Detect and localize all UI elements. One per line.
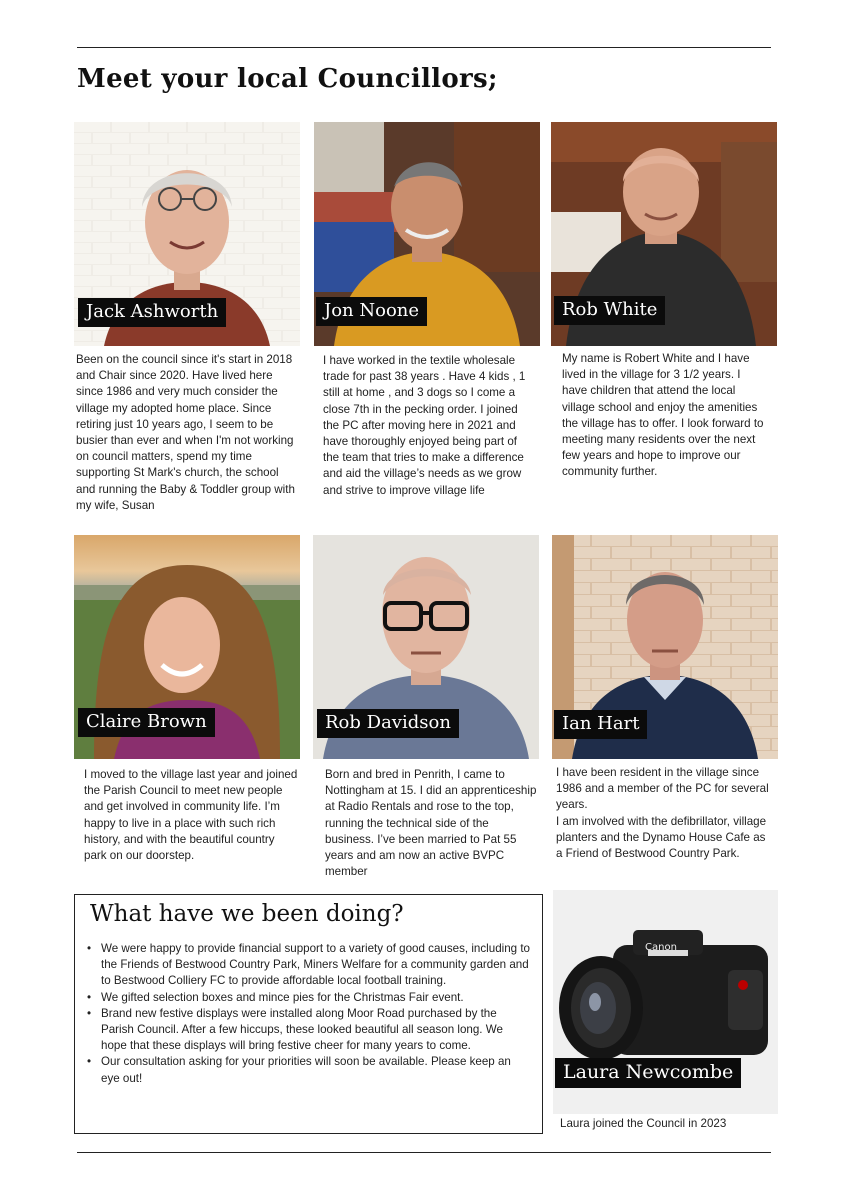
councillor-name: Rob Davidson (317, 709, 459, 738)
councillor-name: Jon Noone (316, 297, 427, 326)
councillor-bio: My name is Robert White and I have lived in the village for 3 1/2 years. I have children that attend the local village school and enjoy the amenities the village has to offer. I look forward to meeting many residents over the next few years and hope to improve our community further. (562, 352, 764, 479)
councillor-bio: Born and bred in Penrith, I came to Nottingham at 15. I did an apprenticeship at Radio Rentals and rose to the top, running the technical side of the business. I’ve been married to Pat 55 years and am now an active BVPC member (325, 768, 537, 879)
bottom-rule (77, 1152, 771, 1153)
activities-list (101, 941, 531, 1087)
councillor-name: Ian Hart (554, 710, 647, 739)
councillor-photo-jack-ashworth (74, 122, 300, 346)
councillor-bio: I have been resident in the village since 1986 and a member of the PC for several years. I am involved with the defibrillator, village planters and the Dynamo House Cafe as a Friend of Bestwood Country Park. (556, 766, 769, 861)
councillor-name: Laura Newcombe (555, 1058, 741, 1088)
activity-item: • We were happy to provide financial support to a variety of good causes, including to the Friends of Bestwood Country Park, Miners Welfare for a community garden and to Bestwood Colliery FC to provide affordable local football training. (101, 941, 531, 990)
councillor-photo-claire-brown (74, 535, 300, 759)
councillor-name: Jack Ashworth (78, 298, 226, 327)
councillor-photo-jon-noone (314, 122, 540, 346)
page-heading: Meet your local Councillors; (77, 64, 498, 94)
top-rule (77, 47, 771, 48)
activity-item: • Brand new festive displays were installed along Moor Road purchased by the Parish Council. After a few hiccups, these looked beautiful all season long. We hope that these displays will bring festive cheer for many years to come. (101, 1006, 531, 1055)
councillor-bio: Been on the council since it's start in 2018 and Chair since 2020. Have lived here since 1986 and very much consider the village my adopted home place. Since retiring just 10 years ago, I seem to be busier than ever and when I'm not working on council matters, spend my time supporting St Mark's church, the school and running the Baby & Toddler group with my wife, Susan (76, 353, 295, 512)
councillor-photo-rob-white (551, 122, 777, 346)
councillor-photo-laura-newcombe (553, 890, 778, 1114)
councillor-photo-rob-davidson (313, 535, 539, 759)
councillor-name: Claire Brown (78, 708, 215, 737)
councillor-bio: Laura joined the Council in 2023 (560, 1117, 727, 1130)
activity-item: • Our consultation asking for your priorities will soon be available. Please keep an eye out! (101, 1054, 531, 1086)
activities-title: What have we been doing? (90, 901, 404, 927)
councillor-photo-ian-hart (552, 535, 778, 759)
activity-item: • We gifted selection boxes and mince pies for the Christmas Fair event. (101, 990, 531, 1006)
activities-panel (74, 894, 543, 1134)
councillor-bio: I have worked in the textile wholesale trade for past 38 years . Have 4 kids , 1 still at home , and 3 dogs so I come a close 7th in the pecking order. I joined the PC after moving here in 2021 and have thoroughly enjoyed being part of the team that tries to make a difference and aid the village’s needs as we grow and strive to improve village life (323, 354, 526, 497)
councillor-name: Rob White (554, 296, 665, 325)
camera-brand-label: Canon (645, 942, 677, 953)
councillor-bio: I moved to the village last year and joined the Parish Council to meet new people and get involved in community life. I’m happy to live in a place with such rich history, and with the beautiful country park on our doorstep. (84, 768, 298, 863)
